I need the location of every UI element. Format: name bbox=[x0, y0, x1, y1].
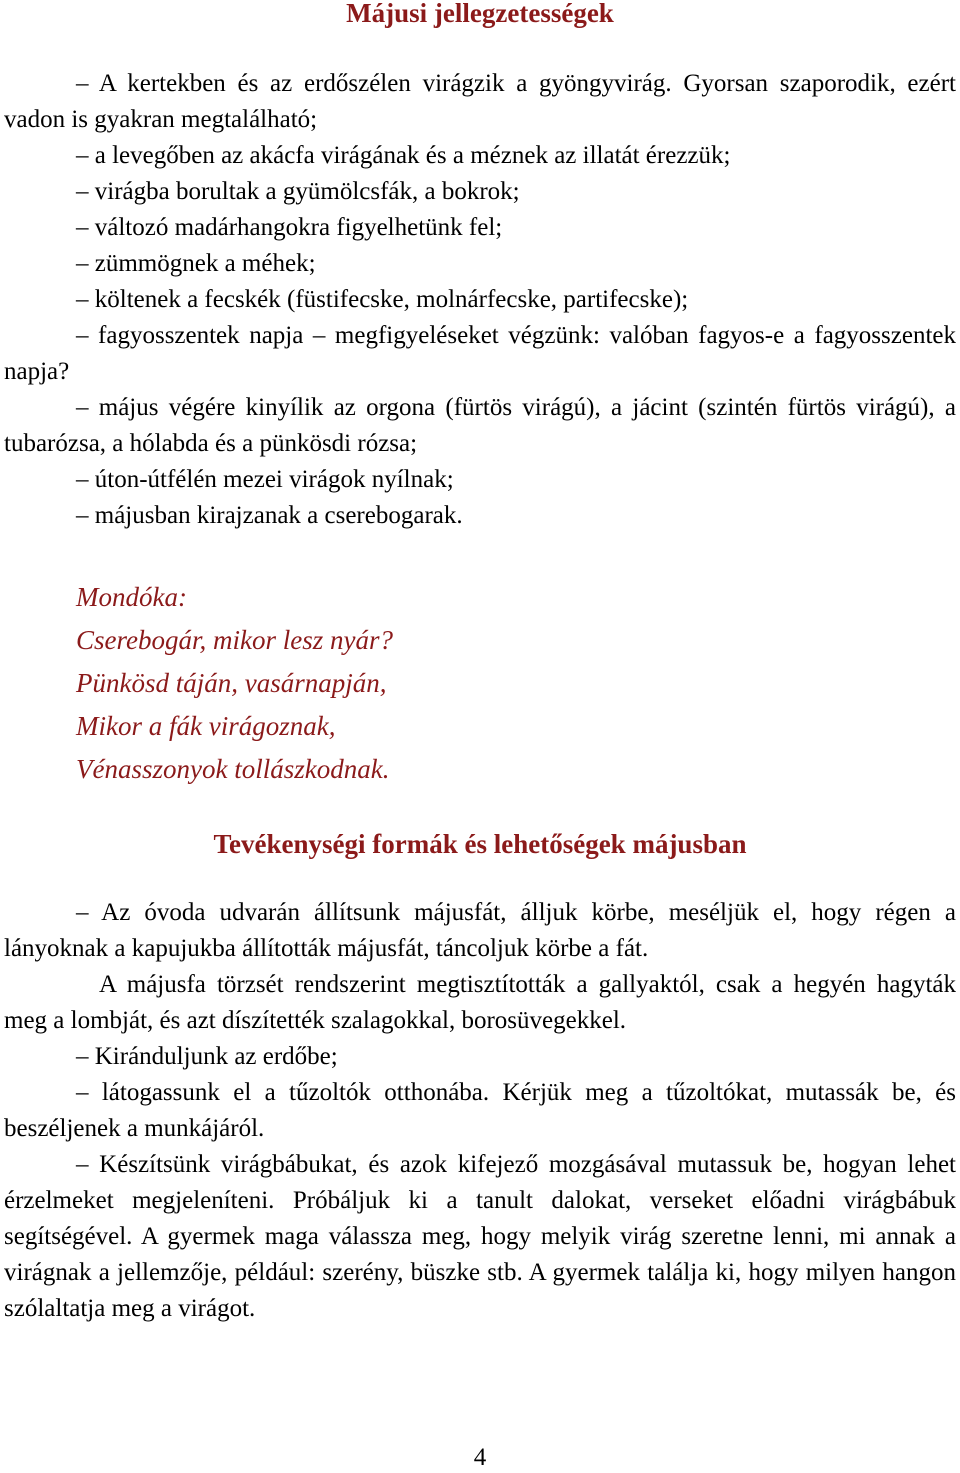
list-item: – a levegőben az akácfa virágának és a méznek az illatát érezzük; bbox=[76, 142, 731, 169]
list-item: – költenek a fecskék (füstifecske, molnárfecske, partifecske); bbox=[76, 286, 689, 313]
rhyme-label: Mondóka: bbox=[76, 582, 187, 612]
paragraph: A májusfa törzsét rendszerint megtisztították a gallyaktól, csak a hegyén hagyták meg a lombját, és azt díszítették szalagokkal, borosüvegekkel. bbox=[4, 971, 956, 1034]
paragraph: – Az óvoda udvarán állítsunk májusfát, álljuk körbe, meséljük el, hogy régen a lányoknak a kapujukba állították májusfát, táncoljuk körbe a fát. bbox=[4, 899, 956, 962]
list-item: – úton-útfélén mezei virágok nyílnak; bbox=[76, 466, 454, 493]
rhyme-line: Mikor a fák virágoznak, bbox=[76, 711, 336, 741]
rhyme-line: Pünkösd táján, vasárnapján, bbox=[76, 668, 387, 698]
list-item: – zümmögnek a méhek; bbox=[76, 250, 316, 277]
list-item: – A kertekben és az erdőszélen virágzik a gyöngyvirág. Gyorsan szaporodik, ezért vadon is gyakran megtalálható; bbox=[4, 70, 956, 133]
activities-body bbox=[4, 895, 956, 1327]
rhyme-line: Cserebogár, mikor lesz nyár? bbox=[76, 625, 393, 655]
list-item: – május végére kinyílik az orgona (fürtös virágú), a jácint (szintén fürtös virágú), a tubarózsa, a hólabda és a pünkösdi rózsa; bbox=[4, 394, 956, 457]
rhyme-line: Vénasszonyok tollászkodnak. bbox=[76, 754, 390, 784]
paragraph: – Készítsünk virágbábukat, és azok kifejező mozgásával mutassuk be, hogyan lehet érzelmeket megjeleníteni. Próbáljuk ki a tanult dalokat, verseket előadni virágbábuk segítségével. A gyermek maga válassza meg, hogy melyik virág szeretne lenni, mi annak a virágnak a jellemzője, például: szerény, büszke stb. A gyermek találja ki, hogy milyen hangon szólaltatja meg a virágot. bbox=[4, 1151, 956, 1322]
list-item: – változó madárhangokra figyelhetünk fel; bbox=[76, 214, 503, 241]
list-item: – fagyosszentek napja – megfigyeléseket végzünk: valóban fagyos-e a fagyosszentek napja? bbox=[4, 322, 956, 385]
list-item: – virágba borultak a gyümölcsfák, a bokrok; bbox=[76, 178, 520, 205]
list-item: – májusban kirajzanak a cserebogarak. bbox=[76, 502, 463, 529]
paragraph: – Kiránduljunk az erdőbe; bbox=[76, 1043, 338, 1070]
rhyme-block bbox=[4, 576, 956, 791]
section-title-may-features: Májusi jellegzetességek bbox=[346, 0, 614, 28]
paragraph: – látogassunk el a tűzoltók otthonába. Kérjük meg a tűzoltókat, mutassák be, és beszéljenek a munkájáról. bbox=[4, 1079, 956, 1142]
page-number: 4 bbox=[473, 1444, 487, 1471]
may-features-list bbox=[4, 66, 956, 534]
document-page bbox=[4, 0, 956, 1327]
section-title-activities: Tevékenységi formák és lehetőségek májusban bbox=[213, 829, 747, 859]
activities-section bbox=[4, 829, 956, 1327]
